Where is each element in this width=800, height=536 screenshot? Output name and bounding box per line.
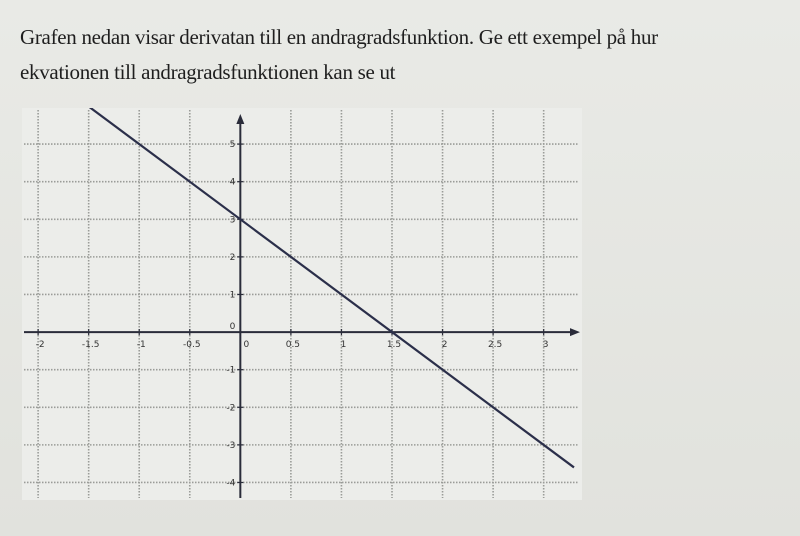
y-tick-label: 3 — [229, 215, 236, 226]
y-tick-label: -1 — [226, 365, 236, 376]
grid — [24, 110, 578, 498]
x-tick-label: -1 — [136, 340, 146, 351]
x-tick-label: 2.5 — [487, 340, 503, 351]
series — [89, 108, 574, 467]
origin-label-x: 0 — [243, 340, 250, 351]
y-tick-label: 5 — [229, 140, 236, 151]
axes — [24, 114, 580, 498]
x-tick-label: 2 — [441, 340, 448, 351]
x-tick-label: 3 — [542, 340, 549, 351]
y-tick-label: -2 — [226, 403, 236, 414]
y-axis-arrow — [236, 114, 244, 124]
x-tick-label: -0.5 — [182, 340, 201, 351]
question-text — [20, 20, 790, 90]
y-tick-label: 4 — [229, 177, 236, 188]
y-tick-label: -4 — [226, 478, 236, 489]
question-line-2: ekvationen till andragradsfunktionen kan se ut — [20, 60, 396, 84]
origin-label: 0 — [229, 322, 236, 333]
derivative-line — [89, 108, 574, 467]
tick-labels — [36, 140, 549, 488]
x-axis-arrow — [570, 328, 580, 336]
derivative-graph — [22, 108, 582, 500]
y-tick-label: 2 — [229, 252, 236, 263]
x-tick-label: 1 — [340, 340, 347, 351]
graph-svg — [22, 108, 582, 500]
question-line-1: Grafen nedan visar derivatan till en andragradsfunktion. Ge ett exempel på hur — [20, 25, 658, 49]
y-tick-label: 1 — [229, 290, 236, 301]
x-tick-label: -2 — [35, 340, 45, 351]
y-tick-label: -3 — [226, 440, 236, 451]
x-tick-label: 0.5 — [285, 340, 301, 351]
x-tick-label: 1.5 — [386, 340, 402, 351]
x-tick-label: -1.5 — [81, 340, 100, 351]
